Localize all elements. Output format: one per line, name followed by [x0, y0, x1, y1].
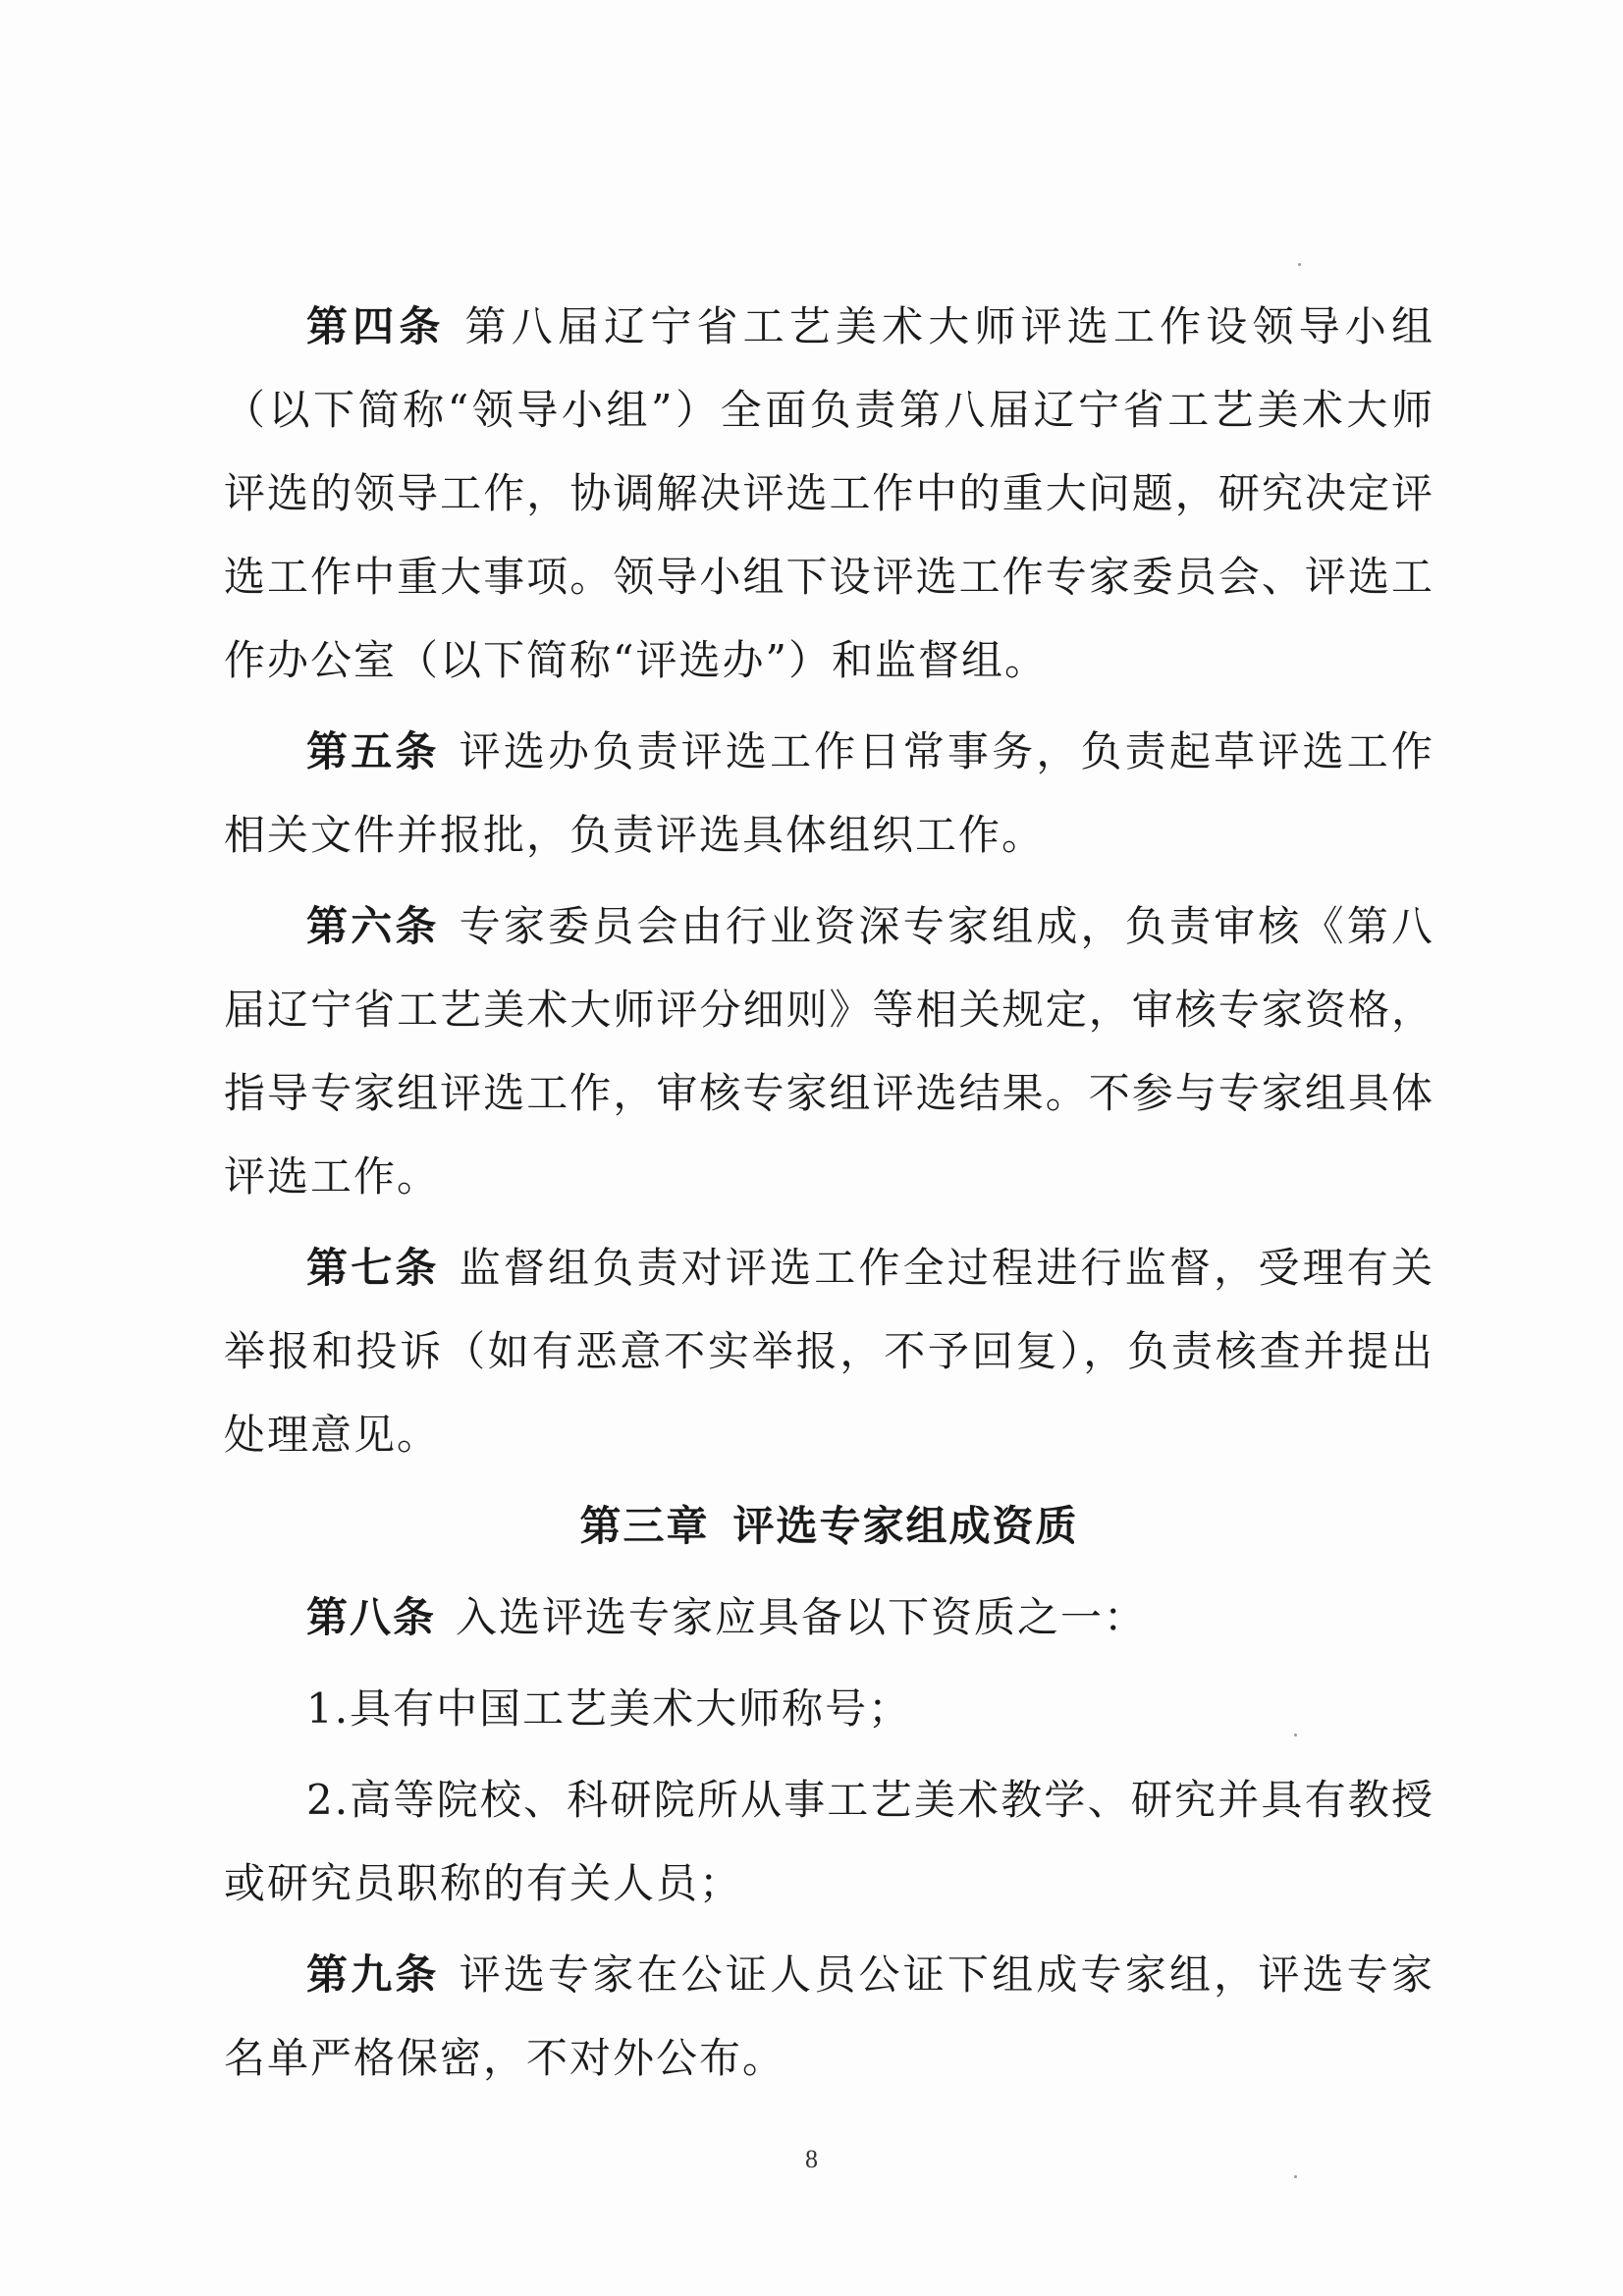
- scan-speck: [1298, 263, 1301, 266]
- article-text: 评选办负责评选工作日常事务，负责起草评选工作相关文件并报批，负责评选具体组织工作。: [224, 727, 1434, 859]
- article-text: 第八届辽宁省工艺美术大师评选工作设领导小组（以下简称“领导小组”）全面负责第八届辽宁省工艺美术大师评选的领导工作，协调解决评选工作中的重大问题，研究决定评选工作中重大事项。领导小组下设评选工作专家委员会、评选工作办公室（以下简称“评选办”）和监督组。: [224, 302, 1434, 684]
- article-label: 第九条: [306, 1950, 440, 1999]
- article-label: 第五条: [306, 727, 440, 775]
- article-9: [224, 1933, 1434, 2100]
- article-4: [224, 285, 1434, 702]
- scan-speck: [1294, 1734, 1297, 1736]
- article-label: 第八条: [306, 1593, 437, 1641]
- article-8: [224, 1575, 1434, 1659]
- document-body: [224, 285, 1434, 2108]
- article-text: 评选专家在公证人员公证下组成专家组，评选专家名单严格保密，不对外公布。: [224, 1950, 1434, 2082]
- qualification-item-1: 1.具有中国工艺美术大师称号；: [306, 1684, 912, 1733]
- article-label: 第六条: [306, 902, 440, 950]
- page-number: 8: [805, 2145, 818, 2173]
- article-5: [224, 710, 1434, 877]
- article-label: 第四条: [306, 302, 446, 350]
- article-text: 专家委员会由行业资深专家组成，负责审核《第八届辽宁省工艺美术大师评分细则》等相关规定，审核专家资格，指导专家组评选工作，审核专家组评选结果。不参与专家组具体评选工作。: [224, 902, 1434, 1201]
- article-7: [224, 1226, 1434, 1476]
- article-text: 入选评选专家应具备以下资质之一：: [456, 1593, 1148, 1641]
- chapter-heading: [224, 1484, 1434, 1568]
- article-text: 监督组负责对评选工作全过程进行监督，受理有关举报和投诉（如有恶意不实举报，不予回复），负责核查并提出处理意见。: [224, 1244, 1434, 1459]
- article-6: [224, 884, 1434, 1218]
- chapter-number: 第三章: [579, 1502, 710, 1550]
- article-label: 第七条: [306, 1244, 440, 1292]
- chapter-title: 评选专家组成资质: [732, 1502, 1079, 1550]
- scan-speck: [1294, 2175, 1297, 2178]
- qualification-item-2: 2.高等院校、科研院所从事工艺美术教学、研究并具有教授或研究员职称的有关人员；: [224, 1776, 1434, 1907]
